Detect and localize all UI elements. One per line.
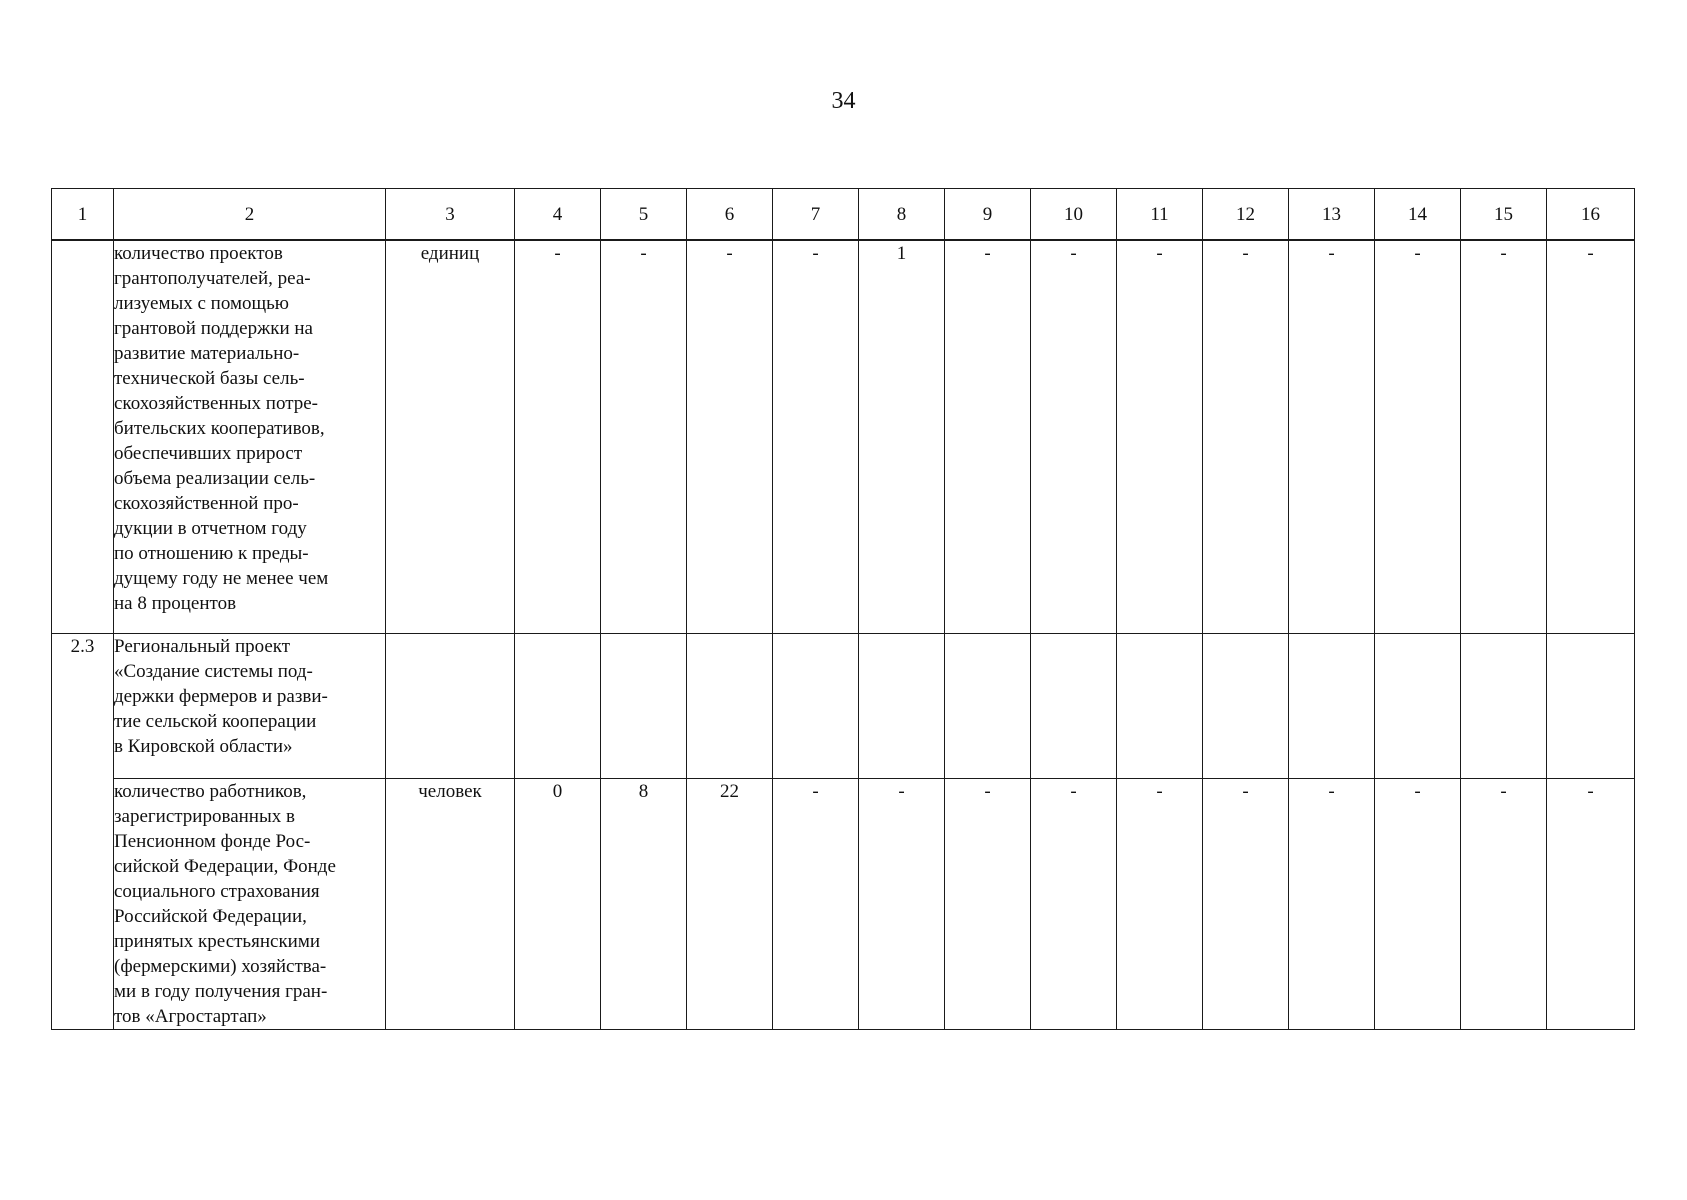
row-number-cell — [52, 240, 114, 634]
value-cell: - — [1375, 240, 1461, 634]
header-cell: 10 — [1031, 189, 1117, 241]
value-cell: - — [859, 779, 945, 1030]
header-cell: 7 — [773, 189, 859, 241]
description-line: на 8 процентов — [114, 593, 237, 614]
row-description-cell — [114, 779, 386, 1030]
description-line: технической базы сель- — [114, 368, 305, 389]
header-row — [52, 189, 1635, 241]
description-line: объема реализации сель- — [114, 468, 316, 489]
value-cell — [1547, 634, 1635, 779]
description-line: в Кировской области» — [114, 736, 293, 757]
value-cell: - — [1289, 779, 1375, 1030]
description-line: бительских кооперативов, — [114, 418, 325, 439]
header-cell: 9 — [945, 189, 1031, 241]
header-cell: 13 — [1289, 189, 1375, 241]
description-line: грантополучателей, реа- — [114, 268, 311, 289]
unit-cell: единиц — [386, 240, 515, 634]
description-line: держки фермеров и разви- — [114, 686, 328, 707]
description-line: Пенсионном фонде Рос- — [114, 831, 311, 852]
value-cell: - — [1031, 240, 1117, 634]
value-cell — [687, 634, 773, 779]
value-cell — [1117, 634, 1203, 779]
description-line: скохозяйственной про- — [114, 493, 299, 514]
value-cell: 8 — [601, 779, 687, 1030]
header-cell: 3 — [386, 189, 515, 241]
description-line: социального страхования — [114, 881, 320, 902]
description-line: дукции в отчетном году — [114, 518, 307, 539]
value-cell: - — [1117, 240, 1203, 634]
header-cell: 16 — [1547, 189, 1635, 241]
description-line: принятых крестьянскими — [114, 931, 321, 952]
value-cell: - — [601, 240, 687, 634]
header-cell: 14 — [1375, 189, 1461, 241]
indicator-table — [51, 188, 1635, 1030]
header-cell: 2 — [114, 189, 386, 241]
header-cell: 6 — [687, 189, 773, 241]
description-line: зарегистрированных в — [114, 806, 295, 827]
unit-cell: человек — [386, 779, 515, 1030]
description-line: тие сельской кооперации — [114, 711, 317, 732]
value-cell: - — [1289, 240, 1375, 634]
header-cell: 1 — [52, 189, 114, 241]
description-line: дущему году не менее чем — [114, 568, 329, 589]
table-row — [52, 240, 1635, 634]
description-line: (фермерскими) хозяйства- — [114, 956, 327, 977]
header-cell: 12 — [1203, 189, 1289, 241]
value-cell: 1 — [859, 240, 945, 634]
value-cell — [1203, 634, 1289, 779]
value-cell: - — [1547, 240, 1635, 634]
value-cell — [773, 634, 859, 779]
value-cell: - — [1031, 779, 1117, 1030]
description-line: по отношению к преды- — [114, 543, 309, 564]
description-line: тов «Агростартап» — [114, 1006, 267, 1027]
header-cell: 11 — [1117, 189, 1203, 241]
description-line: Российской Федерации, — [114, 906, 307, 927]
value-cell: - — [945, 240, 1031, 634]
table-row — [52, 634, 1635, 779]
table-row — [52, 779, 1635, 1030]
value-cell: - — [1547, 779, 1635, 1030]
description-line: ми в году получения гран- — [114, 981, 328, 1002]
description-line: обеспечивших прирост — [114, 443, 303, 464]
description-line: сийской Федерации, Фонде — [114, 856, 336, 877]
description-line: Региональный проект — [114, 636, 291, 657]
value-cell: - — [1461, 779, 1547, 1030]
description-line: количество проектов — [114, 243, 283, 264]
description-line: грантовой поддержки на — [114, 318, 313, 339]
value-cell: - — [945, 779, 1031, 1030]
description-line: скохозяйственных потре- — [114, 393, 319, 414]
page-number: 34 — [831, 88, 856, 114]
unit-cell — [386, 634, 515, 779]
description-line: развитие материально- — [114, 343, 300, 364]
row-number-cell: 2.3 — [52, 634, 114, 1030]
value-cell — [601, 634, 687, 779]
value-cell — [1289, 634, 1375, 779]
value-cell — [945, 634, 1031, 779]
header-cell: 4 — [515, 189, 601, 241]
value-cell: - — [1461, 240, 1547, 634]
header-cell: 15 — [1461, 189, 1547, 241]
value-cell: - — [687, 240, 773, 634]
value-cell: - — [773, 240, 859, 634]
value-cell — [1031, 634, 1117, 779]
description-line: «Создание системы под- — [114, 661, 313, 682]
value-cell: - — [1375, 779, 1461, 1030]
value-cell: - — [1117, 779, 1203, 1030]
description-line: лизуемых с помощью — [114, 293, 289, 314]
value-cell: 22 — [687, 779, 773, 1030]
value-cell: 0 — [515, 779, 601, 1030]
value-cell — [1461, 634, 1547, 779]
header-cell: 5 — [601, 189, 687, 241]
header-cell: 8 — [859, 189, 945, 241]
value-cell: - — [1203, 779, 1289, 1030]
value-cell: - — [515, 240, 601, 634]
value-cell — [1375, 634, 1461, 779]
row-description-cell — [114, 634, 386, 779]
value-cell: - — [1203, 240, 1289, 634]
description-line: количество работников, — [114, 781, 307, 802]
value-cell — [515, 634, 601, 779]
value-cell — [859, 634, 945, 779]
value-cell: - — [773, 779, 859, 1030]
row-description-cell — [114, 240, 386, 634]
